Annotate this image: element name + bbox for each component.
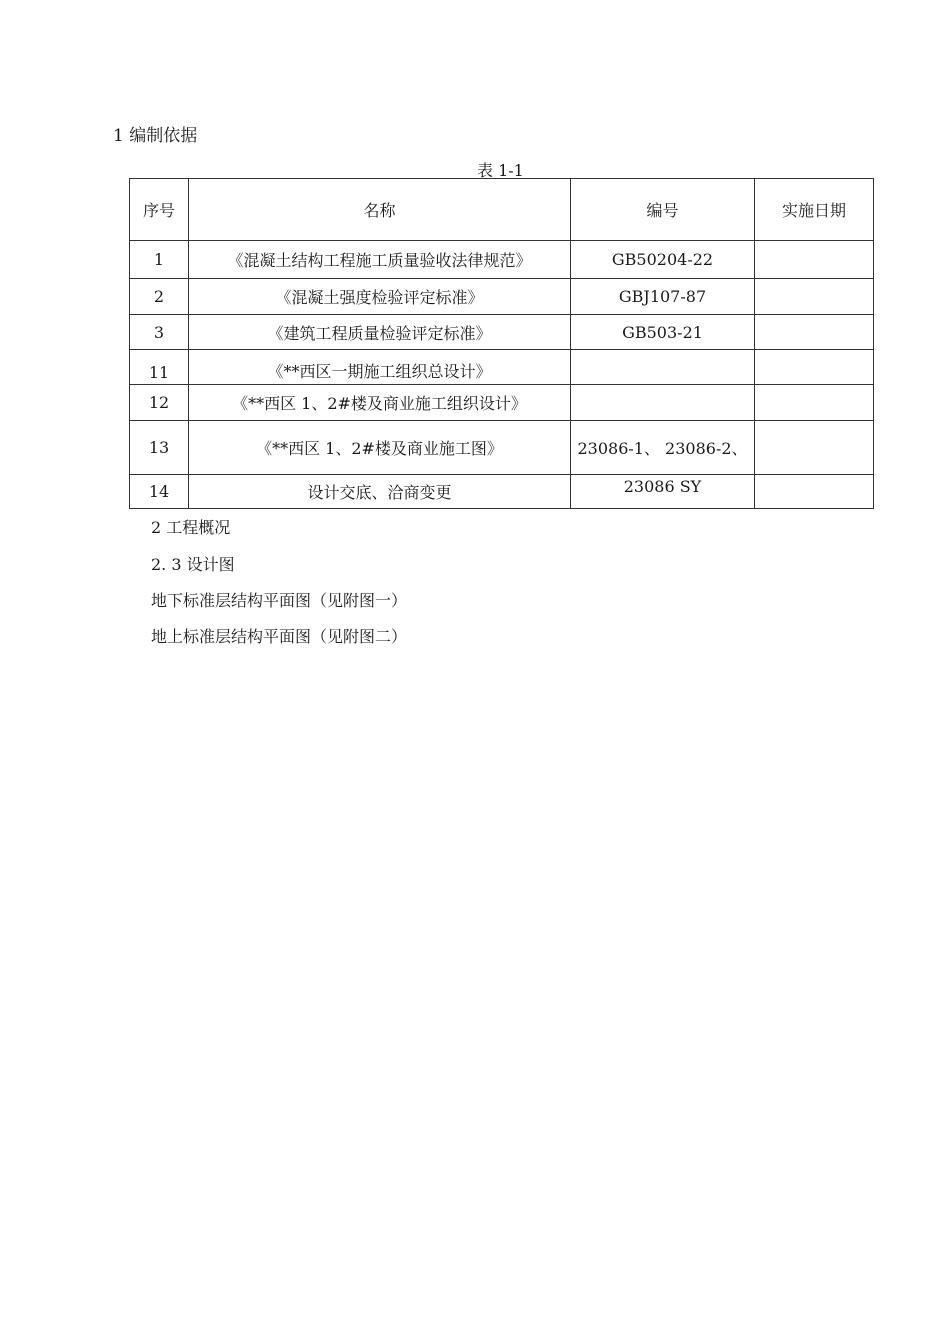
cell-no: 1 (130, 241, 189, 279)
cell-name: 《混凝土强度检验评定标准》 (189, 279, 571, 315)
table-row (130, 385, 874, 421)
cell-name: 《**西区 1、2#楼及商业施工组织设计》 (189, 385, 571, 421)
cell-date (755, 315, 874, 350)
table-row (130, 315, 874, 350)
table-row (130, 421, 874, 475)
cell-no: 11 (130, 350, 189, 385)
cell-code (571, 475, 755, 509)
cell-date (755, 350, 874, 385)
cell-code: GB503-21 (571, 315, 755, 350)
section-heading-basis: 1 编制依据 (113, 126, 198, 146)
header-no: 序号 (130, 179, 189, 241)
cell-name: 《混凝土结构工程施工质量验收法律规范》 (189, 241, 571, 279)
table-row (130, 350, 874, 385)
cell-code: GB50204-22 (571, 241, 755, 279)
cell-no: 12 (130, 385, 189, 421)
header-name: 名称 (189, 179, 571, 241)
section-heading-overview: 2 工程概况 (151, 518, 231, 537)
paragraph-line: 地下标准层结构平面图（见附图一） (151, 591, 408, 610)
cell-date (755, 241, 874, 279)
cell-name: 《建筑工程质量检验评定标准》 (189, 315, 571, 350)
cell-name: 设计交底、洽商变更 (189, 475, 571, 509)
table-header-row (130, 179, 874, 241)
paragraph-line: 地上标准层结构平面图（见附图二） (151, 627, 408, 646)
table-row (130, 241, 874, 279)
table-row (130, 475, 874, 509)
cell-date (755, 475, 874, 509)
cell-code: 23086-1、 23086-2、 (571, 421, 755, 475)
cell-code (571, 350, 755, 385)
cell-date (755, 421, 874, 475)
table-row (130, 279, 874, 315)
basis-table (129, 178, 874, 509)
header-date: 实施日期 (755, 179, 874, 241)
cell-code-text: 23086 SY (623, 477, 702, 496)
header-code: 编号 (571, 179, 755, 241)
cell-name: 《**西区 1、2#楼及商业施工图》 (189, 421, 571, 475)
table-caption: 表 1-1 (477, 161, 524, 180)
cell-name: 《**西区一期施工组织总设计》 (189, 350, 571, 385)
cell-no: 13 (130, 421, 189, 475)
cell-date (755, 279, 874, 315)
cell-date (755, 385, 874, 421)
subsection-heading-design-drawings: 2. 3 设计图 (151, 555, 235, 574)
cell-code (571, 385, 755, 421)
cell-no: 3 (130, 315, 189, 350)
cell-no: 2 (130, 279, 189, 315)
cell-no: 14 (130, 475, 189, 509)
cell-code: GBJ107-87 (571, 279, 755, 315)
